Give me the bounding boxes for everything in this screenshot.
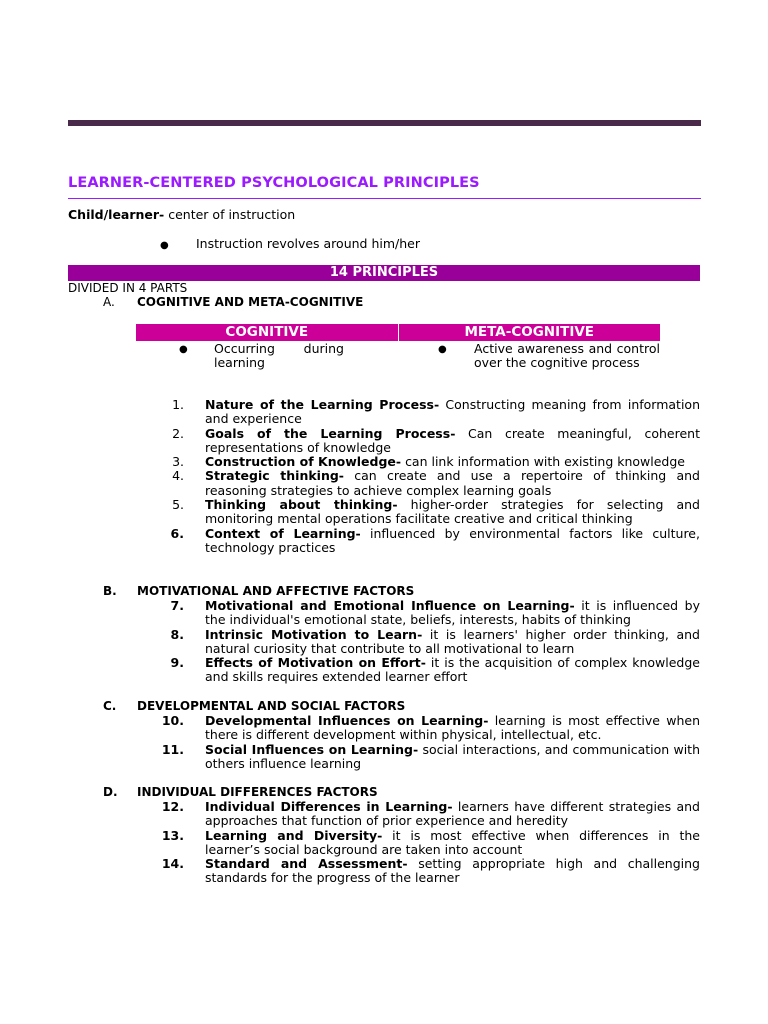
intro-bullet <box>160 236 169 251</box>
list-item: 9. Effects of Motivation on Effort- it is the acquisition of complex knowledge and skills requires extended learner effort <box>170 655 700 685</box>
list-item: 5. Thinking about thinking- higher-order strategies for selecting and monitoring mental operations facilitate creative and critical thinking <box>172 497 700 527</box>
part-c-title: DEVELOPMENTAL AND SOCIAL FACTORS <box>137 699 406 713</box>
table-header-cognitive: COGNITIVE <box>136 324 398 341</box>
bullet-dot: ● <box>179 344 188 355</box>
table-header-row <box>136 324 660 341</box>
intro-definition: center of instruction <box>168 207 296 222</box>
intro-term: Child/learner- <box>68 207 165 222</box>
intro-bullet-text: Instruction revolves around him/her <box>196 236 420 251</box>
list-item: 7. Motivational and Emotional Influence on Learning- it is influenced by the individual's emotional state, beliefs, interests, habits of thinking <box>170 598 700 628</box>
table-cell-metacognitive <box>398 341 660 391</box>
list-item: 13. Learning and Diversity- it is most effective when differences in the learner’s social background are taken into account <box>161 827 700 857</box>
part-a-letter: A. <box>103 295 115 309</box>
part-c-letter: C. <box>103 699 117 713</box>
list-item: 4. Strategic thinking- can create and use a repertoire of thinking and reasoning strategies to achieve complex learning goals <box>172 468 700 498</box>
principles-list-d <box>160 800 700 886</box>
list-item: 14. Standard and Assessment- setting appropriate high and challenging standards for the progress of the learner <box>161 856 700 886</box>
part-d-letter: D. <box>103 785 118 799</box>
list-item: 10. Developmental Influences on Learning- learning is most effective when there is different development within physical, intellectual, etc. <box>161 713 700 743</box>
list-item: 3. Construction of Knowledge- can link information with existing knowledge <box>172 454 685 470</box>
bullet-dot: ● <box>438 344 447 355</box>
principles-list-c <box>160 714 700 771</box>
principles-list-a <box>160 398 700 555</box>
list-item: 2. Goals of the Learning Process- Can create meaningful, coherent representations of knowledge <box>172 425 700 455</box>
bullet-dot: ● <box>160 240 169 251</box>
cognitive-table <box>136 324 660 391</box>
list-item: 11. Social Influences on Learning- social interactions, and communication with others influence learning <box>161 741 700 771</box>
cognitive-text: Occurring during learning <box>214 341 344 370</box>
page-title: LEARNER-CENTERED PSYCHOLOGICAL PRINCIPLES <box>68 175 480 191</box>
title-underline <box>68 198 701 199</box>
principles-banner: 14 PRINCIPLES <box>68 265 700 281</box>
part-a-title: COGNITIVE AND META-COGNITIVE <box>137 295 364 309</box>
list-item: 1. Nature of the Learning Process- Constructing meaning from information and experience <box>172 397 700 427</box>
top-divider-bar <box>68 120 701 126</box>
divided-text: DIVIDED IN 4 PARTS <box>68 281 188 295</box>
list-item: 8. Intrinsic Motivation to Learn- it is learners' higher order thinking, and natural curiosity that contribute to all motivational to learn <box>170 626 700 656</box>
part-b-letter: B. <box>103 584 117 598</box>
metacognitive-text: Active awareness and control over the cognitive process <box>474 341 660 370</box>
part-d-title: INDIVIDUAL DIFFERENCES FACTORS <box>137 785 378 799</box>
table-cell-cognitive <box>136 341 398 391</box>
part-b-title: MOTIVATIONAL AND AFFECTIVE FACTORS <box>137 584 415 598</box>
list-item: 6. Context of Learning- influenced by environmental factors like culture, technology practices <box>170 525 700 555</box>
table-row <box>136 341 660 391</box>
principles-list-b <box>160 599 700 685</box>
list-item: 12. Individual Differences in Learning- learners have different strategies and approaches that function of prior experience and heredity <box>161 799 700 829</box>
intro-line <box>68 207 295 222</box>
table-header-metacognitive: META-COGNITIVE <box>398 324 661 341</box>
